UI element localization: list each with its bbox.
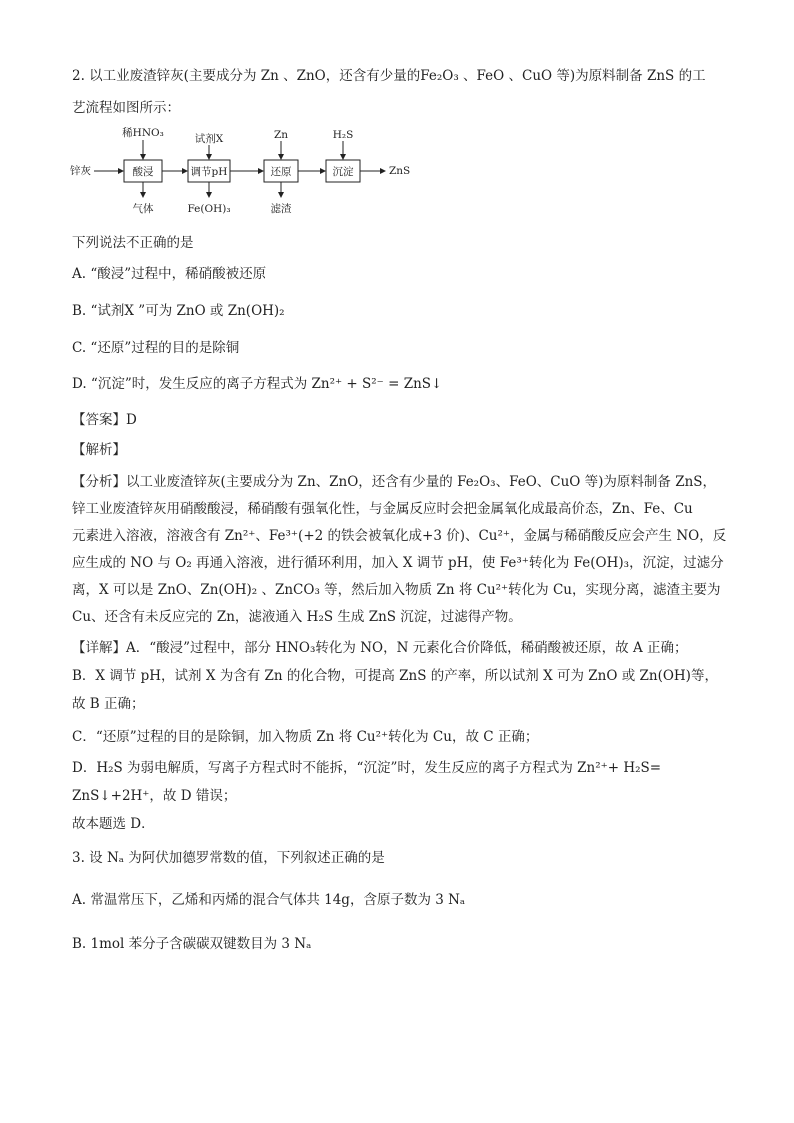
q3-stem: 3. 设 Nₐ 为阿伏加德罗常数的值，下列叙述正确的是 (72, 850, 385, 866)
flow-step-name-2: 调节pH (190, 166, 228, 178)
flow-end-label: ZnS (389, 165, 411, 177)
q2-option-c: C. “还原”过程的目的是除铜 (72, 340, 240, 356)
q2-stem-line2: 艺流程如图所示： (72, 100, 180, 116)
flow-arrowhead-end (380, 168, 386, 174)
analysis-line: 应生成的 NO 与 O₂ 再通入溶液，进行循环利用，加入 X 调节 pH，使 Fe³⁺转化为 Fe(OH)₃，沉淀，过滤分 (72, 555, 724, 571)
analysis-line: 元素进入溶液，溶液含有 Zn²⁺、Fe³⁺(+2 的铁会被氧化成+3 价)、Cu²⁺，金属与稀硝酸反应会产生 NO，反 (72, 528, 727, 544)
q2-stem-line1: 2. 以工业废渣锌灰(主要成分为 Zn 、ZnO，还含有少量的Fe₂O₃ 、FeO 、CuO 等)为原料制备 ZnS 的工 (72, 68, 706, 84)
q3-option-a: A. 常温常压下，乙烯和丙烯的混合气体共 14g，含原子数为 3 Nₐ (72, 892, 466, 908)
flow-start-label: 锌灰 (70, 165, 91, 177)
flow-arrowhead-3-4 (320, 168, 326, 174)
detail-line: B．X 调节 pH，试剂 X 为含有 Zn 的化合物，可提高 ZnS 的产率，所以试剂 X 可为 ZnO 或 Zn(OH)等， (72, 668, 718, 684)
q2-option-d: D. “沉淀”时，发生反应的离子方程式为 Zn²⁺ + S²⁻ = ZnS↓ (72, 376, 443, 392)
q3-option-b: B. 1mol 苯分子含碳碳双键数目为 3 Nₐ (72, 936, 312, 952)
flow-step-name-4: 沉淀 (332, 166, 354, 178)
analysis-title: 【解析】 (72, 442, 126, 458)
q2-option-a: A. “酸浸”过程中，稀硝酸被还原 (72, 266, 267, 282)
flow-step-input-3: Zn (273, 129, 289, 141)
flow-input-arrowhead-4 (340, 154, 346, 160)
flow-step-input-1: 稀HNO₃ (122, 127, 164, 139)
flow-input-arrowhead-3 (278, 154, 284, 160)
q2-prompt: 下列说法不正确的是 (72, 235, 194, 251)
flow-step-name-1: 酸浸 (132, 166, 154, 178)
detail-line: ZnS↓+2H⁺，故 D 错误； (72, 788, 237, 804)
flow-arrowhead-1-2 (182, 168, 188, 174)
flow-step-name-3: 还原 (270, 166, 292, 178)
flow-step-output-3: 滤渣 (270, 203, 292, 215)
analysis-line: 【分析】以工业废渣锌灰(主要成分为 Zn、ZnO，还含有少量的 Fe₂O₃、FeO、CuO 等)为原料制备 ZnS， (72, 474, 717, 490)
analysis-line: Cu、还含有未反应完的 Zn，滤液通入 H₂S 生成 ZnS 沉淀，过滤得产物。 (72, 609, 522, 625)
flow-output-arrowhead-2 (206, 192, 212, 198)
flow-output-arrowhead-3 (278, 192, 284, 198)
detail-line: 故 B 正确； (72, 696, 145, 712)
flow-input-arrowhead-2 (206, 154, 212, 160)
detail-line: 故本题选 D． (72, 816, 155, 832)
flow-output-arrowhead-1 (140, 192, 146, 198)
process-flow-diagram (70, 126, 430, 218)
detail-line: 【详解】A．“酸浸”过程中，部分 HNO₃转化为 NO，N 元素化合价降低，稀硝酸被还原，故 A 正确； (72, 640, 688, 656)
answer-line: 【答案】D (72, 412, 137, 428)
flow-step-input-2: 试剂X (194, 133, 224, 145)
flow-step-input-4: H₂S (332, 129, 354, 141)
flow-arrowhead-start (118, 168, 124, 174)
flow-arrowhead-2-3 (258, 168, 264, 174)
flow-input-arrowhead-1 (140, 154, 146, 160)
flow-step-output-1: 气体 (132, 203, 154, 215)
detail-line: D．H₂S 为弱电解质，写离子方程式时不能拆，“沉淀”时，发生反应的离子方程式为 Zn²⁺+ H₂S= (72, 760, 662, 776)
analysis-line: 锌工业废渣锌灰用硝酸酸浸，稀硝酸有强氧化性，与金属反应时会把金属氧化成最高价态，Zn、Fe、Cu (72, 501, 693, 517)
q2-option-b: B. “试剂X ”可为 ZnO 或 Zn(OH)₂ (72, 303, 285, 319)
analysis-line: 离，X 可以是 ZnO、Zn(OH)₂ 、ZnCO₃ 等，然后加入物质 Zn 将 Cu²⁺转化为 Cu，实现分离，滤渣主要为 (72, 582, 721, 598)
detail-line: C．“还原”过程的目的是除铜，加入物质 Zn 将 Cu²⁺转化为 Cu，故 C 正确； (72, 729, 539, 745)
flow-step-output-2: Fe(OH)₃ (187, 203, 231, 215)
